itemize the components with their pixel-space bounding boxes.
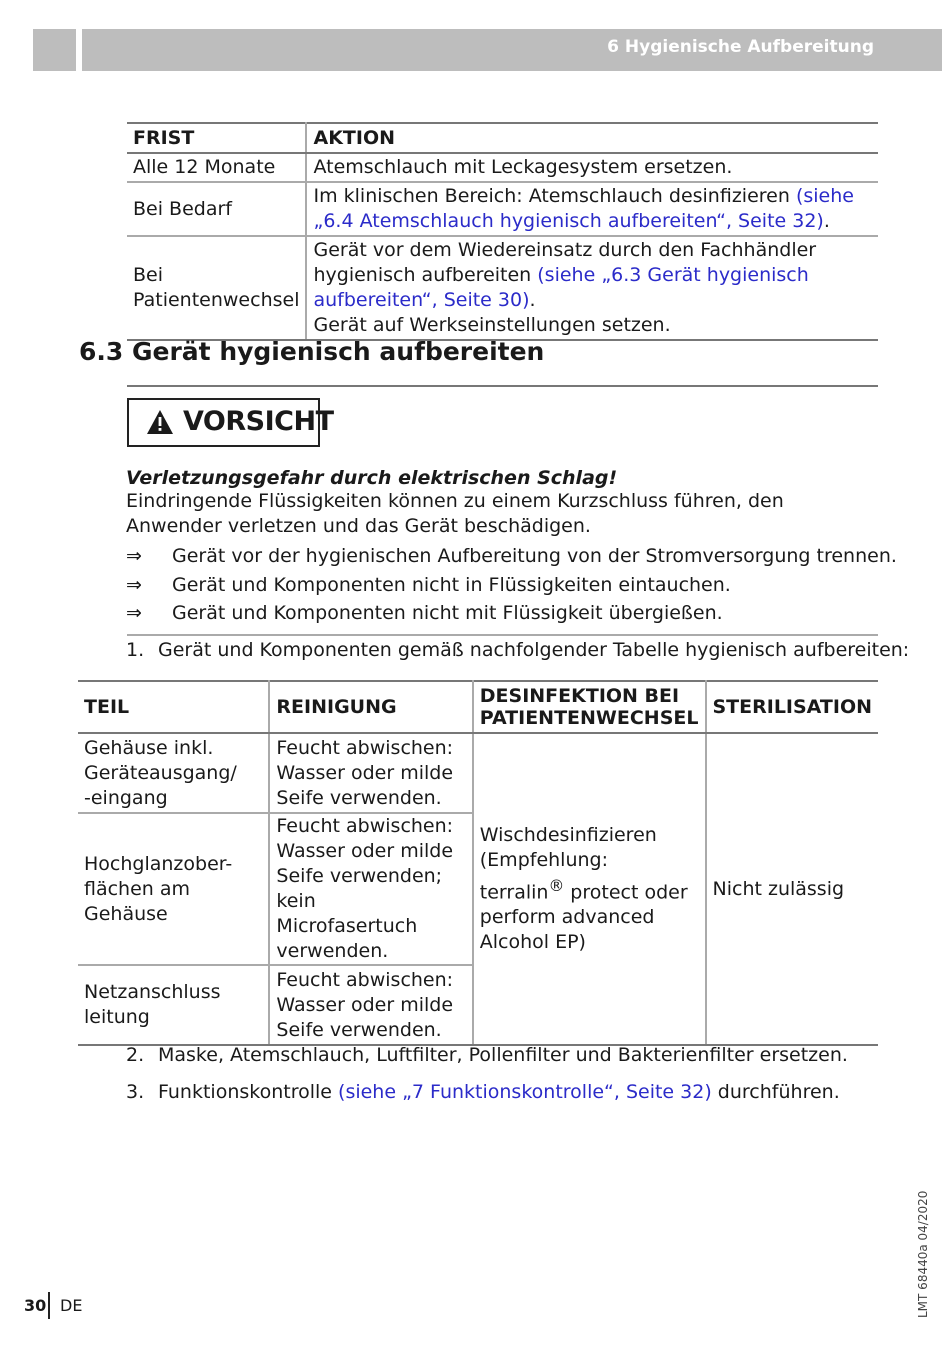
section-title: 6.3 Gerät hygienisch aufbereiten [79, 337, 545, 366]
column-header-frist: FRIST [127, 123, 306, 153]
header-text: PATIENTENWECHSEL [479, 707, 699, 729]
cell-text: Seife verwenden. [276, 1018, 442, 1041]
table-row [127, 153, 878, 182]
cross-reference-link[interactable]: (siehe „6.3 Gerät hygienisch aufbereiten“, Seite 30) [313, 264, 809, 311]
header-bar [82, 29, 942, 71]
document-code: LMT 68440a 04/2020 [916, 1190, 930, 1318]
cell-frist: Bei Bedarf [127, 182, 306, 236]
cell-text: Feucht abwischen: [276, 736, 454, 759]
cell-text: Microfasertuch [276, 915, 418, 937]
step-text-part: durchführen. [711, 1081, 840, 1103]
cell-reinigung [269, 733, 472, 813]
cell-text: perform advanced [479, 906, 655, 929]
cell-text: -eingang [84, 786, 168, 809]
cell-reinigung [269, 965, 472, 1045]
cell-text: Geräteausgang/ [84, 761, 237, 784]
cell-text: leitung [84, 1006, 150, 1028]
cell-reinigung [269, 813, 472, 965]
arrow-icon: ⇒ [126, 602, 142, 624]
arrow-icon: ⇒ [126, 545, 142, 567]
cell-frist: Alle 12 Monate [127, 153, 306, 182]
cell-frist [127, 236, 306, 340]
table-header-row [78, 681, 878, 733]
cell-text: Gerät vor dem Wiedereinsatz durch den Fachhändler hygienisch aufbereiten [313, 239, 817, 286]
cell-sterilisation: Nicht zulässig [706, 733, 879, 1045]
bullet-text: Gerät und Komponenten nicht in Flüssigkeiten eintauchen. [172, 574, 731, 596]
reprocessing-table [78, 680, 878, 1046]
cell-text: terralin [479, 881, 549, 904]
cell-text: Gehäuse inkl. [84, 736, 214, 759]
warning-label-box [127, 398, 334, 447]
cell-text: Seife verwenden. [276, 786, 442, 809]
column-header-aktion: AKTION [306, 123, 878, 153]
column-header-desinfektion [473, 681, 706, 733]
step-text: Maske, Atemschlauch, Luftfilter, Pollenfilter und Bakterienfilter ersetzen. [158, 1044, 848, 1066]
cell-text: verwenden. [276, 940, 389, 962]
bullet-text: Gerät und Komponenten nicht mit Flüssigkeit übergießen. [172, 602, 723, 624]
column-header-sterilisation: STERILISATION [706, 681, 879, 733]
step-text: Gerät und Komponenten gemäß nachfolgender Tabelle hygienisch aufbereiten: [158, 639, 910, 661]
cell-text: Alcohol EP) [479, 931, 586, 954]
cell-text: Wasser oder milde [276, 993, 454, 1016]
cross-reference-link[interactable]: (siehe „7 Funktionskontrolle“, Seite 32) [338, 1081, 712, 1103]
footer-divider [48, 1292, 50, 1319]
table-row [127, 182, 878, 236]
cell-text: protect oder [564, 881, 688, 904]
column-header-teil: TEIL [78, 681, 269, 733]
cell-text: Patientenwechsel [133, 289, 300, 311]
cell-teil [78, 813, 269, 965]
cell-text: (Empfehlung: [479, 848, 608, 871]
divider [127, 385, 878, 387]
header-left-block [33, 29, 76, 71]
cell-aktion [306, 182, 878, 236]
cell-text: Im klinischen Bereich: Atemschlauch desinfizieren [313, 185, 796, 207]
cell-text: Feucht abwischen: [276, 968, 454, 991]
cell-text: Bei [133, 264, 164, 286]
header-text: DESINFEKTION BEI [479, 685, 680, 707]
step-number: 2. [126, 1044, 145, 1066]
cell-teil [78, 733, 269, 813]
warning-title: Verletzungsgefahr durch elektrischen Schlag! [126, 467, 618, 489]
step-text-part: Funktionskontrolle [158, 1081, 339, 1103]
table-row [127, 236, 878, 340]
table-header-row [127, 123, 878, 153]
warning-description: Eindringende Flüssigkeiten können zu einem Kurzschluss führen, den Anwender verletzen und das Gerät beschädigen. [126, 490, 784, 537]
cross-reference-link[interactable]: (siehe „6.4 Atemschlauch hygienisch aufbereiten“, Seite 32) [313, 185, 854, 232]
cell-teil [78, 965, 269, 1045]
cell-text: Netzanschluss [84, 981, 221, 1003]
bullet-text: Gerät vor der hygienischen Aufbereitung von der Stromversorgung trennen. [172, 545, 897, 567]
warning-label: VORSICHT [183, 406, 334, 437]
table-row [78, 733, 878, 813]
cell-aktion [306, 236, 878, 340]
step-number: 1. [126, 639, 145, 661]
cell-aktion: Atemschlauch mit Leckagesystem ersetzen. [306, 153, 878, 182]
column-header-reinigung: REINIGUNG [269, 681, 472, 733]
step-number: 3. [126, 1081, 145, 1103]
section-header-title: 6 Hygienische Aufbereitung [607, 37, 874, 57]
cell-text: flächen am Gehäuse [84, 877, 191, 925]
arrow-icon: ⇒ [126, 574, 142, 596]
cell-text: Wasser oder milde [276, 761, 454, 784]
divider [127, 634, 878, 636]
cell-text: Wasser oder milde [276, 840, 454, 862]
cell-text: Gerät auf Werkseinstellungen setzen. [313, 314, 671, 336]
warning-icon [146, 409, 174, 435]
cell-text: Feucht abwischen: [276, 815, 454, 837]
cell-text: Hochglanzober- [84, 852, 233, 875]
page-number: 30 [24, 1296, 47, 1315]
cell-text: Seife verwenden; kein [276, 865, 443, 912]
language-code: DE [60, 1296, 83, 1315]
cell-text: . [823, 210, 830, 232]
schedule-table [127, 122, 878, 341]
registered-mark: ® [548, 875, 565, 895]
cell-desinfektion [473, 733, 706, 1045]
cell-text: . [529, 289, 536, 311]
cell-text: Wischdesinfizieren [479, 823, 657, 846]
step-text [158, 1080, 840, 1105]
